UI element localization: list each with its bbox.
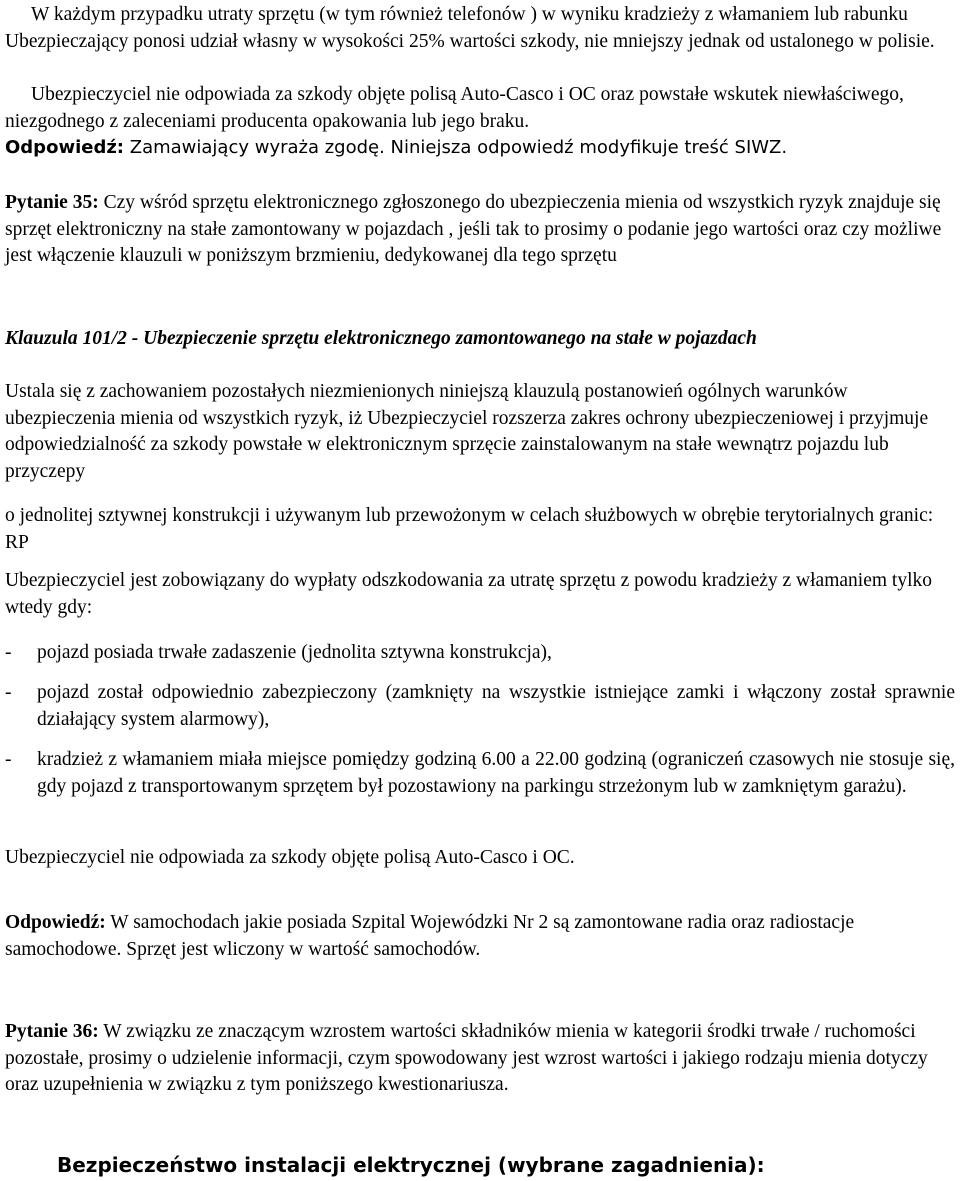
- question-35-text: Czy wśród sprzętu elektronicznego zgłoszonego do ubezpieczenia mienia od wszystkich ryzyk znajduje się sprzęt elektroniczny na stałe zamontowany w pojazdach , jeśli tak to prosimy o podanie jego wartości oraz czy możliwe jest włączenie klauzuli w poniższym brzmieniu, dedykowanej dla tego sprzętu: [5, 192, 942, 266]
- answer-35-label: Odpowiedź:: [5, 912, 106, 933]
- question-36-label: Pytanie 36:: [5, 1021, 99, 1042]
- condition-dash: -: [5, 749, 12, 770]
- question-36: [5, 1019, 955, 1099]
- condition-text: kradzież z włamaniem miała miejsce pomiędzy godziną 6.00 a 22.00 godziną (ograniczeń czasowych nie stosuje się, gdy pojazd z transportowanym sprzętem był pozostawiony na parkingu strzeżonym lub w zamkniętym garażu).: [37, 749, 955, 797]
- clause-title: Klauzula 101/2 - Ubezpieczenie sprzętu elektronicznego zamontowanego na stałe w pojazdach: [5, 328, 757, 349]
- answer-1-label: Odpowiedź:: [5, 137, 125, 158]
- clause-paragraph-auto-casco: Ubezpieczyciel nie odpowiada za szkody objęte polisą Auto-Casco i OC.: [5, 847, 575, 868]
- answer-35: [5, 910, 955, 963]
- paragraph-own-contribution: W każdym przypadku utraty sprzętu (w tym również telefonów ) w wyniku kradzieży z włamaniem lub rabunku Ubezpieczający ponosi udział własny w wysokości 25% wartości szkody, nie mniejszy jednak od ustalonego w polisie.: [5, 4, 935, 52]
- condition-dash: -: [5, 642, 12, 663]
- condition-text: pojazd został odpowiednio zabezpieczony (zamknięty na wszystkie istniejące zamki i włączony został sprawnie działający system alarmowy),: [37, 682, 955, 730]
- answer-1: [5, 137, 787, 158]
- answer-1-text: Zamawiający wyraża zgodę. Niniejsza odpowiedź modyfikuje treść SIWZ.: [124, 137, 788, 158]
- condition-item: [5, 680, 955, 733]
- clause-paragraph-construction: o jednolitej sztywnej konstrukcji i używanym lub przewożonym w celach służbowych w obrębie terytorialnych granic: RP: [5, 505, 934, 553]
- section-heading: Bezpieczeństwo instalacji elektrycznej (wybrane zagadnienia):: [57, 1153, 765, 1177]
- condition-item: [5, 747, 955, 800]
- condition-text: pojazd posiada trwałe zadaszenie (jednolita sztywna konstrukcja),: [37, 642, 552, 663]
- paragraph-exclusions: [5, 82, 955, 162]
- paragraph-exclusions-text: Ubezpieczyciel nie odpowiada za szkody objęte polisą Auto-Casco i OC oraz powstałe wskutek niewłaściwego, niezgodnego z zaleceniami producenta opakowania lub jego braku.: [5, 84, 904, 132]
- question-35-label: Pytanie 35:: [5, 192, 99, 213]
- question-36-text: W związku ze znaczącym wzrostem wartości składników mienia w kategorii środki trwałe / ruchomości pozostałe, prosimy o udzielenie informacji, czym spowodowany jest wzrost wartości i jakiego rodzaju mienia dotyczy oraz uzupełnienia w związku z tym poniższego kwestionariusza.: [5, 1021, 928, 1095]
- condition-item: [5, 640, 955, 667]
- clause-paragraph-conditions-intro: Ubezpieczyciel jest zobowiązany do wypłaty odszkodowania za utratę sprzętu z powodu kradzieży z włamaniem tylko wtedy gdy:: [5, 570, 932, 618]
- answer-35-text: W samochodach jakie posiada Szpital Wojewódzki Nr 2 są zamontowane radia oraz radiostacje samochodowe. Sprzęt jest wliczony w wartość samochodów.: [5, 912, 855, 960]
- question-35: [5, 190, 955, 270]
- clause-paragraph-scope: Ustala się z zachowaniem pozostałych niezmienionych niniejszą klauzulą postanowień ogólnych warunków ubezpieczenia mienia od wszystkich ryzyk, iż Ubezpieczyciel rozszerza zakres ochrony ubezpieczeniowej i przyjmuje odpowiedzialność za szkody powstałe w elektronicznym sprzęcie zainstalowanym na stałe wewnątrz pojazdu lub przyczepy: [5, 381, 929, 482]
- condition-dash: -: [5, 682, 12, 703]
